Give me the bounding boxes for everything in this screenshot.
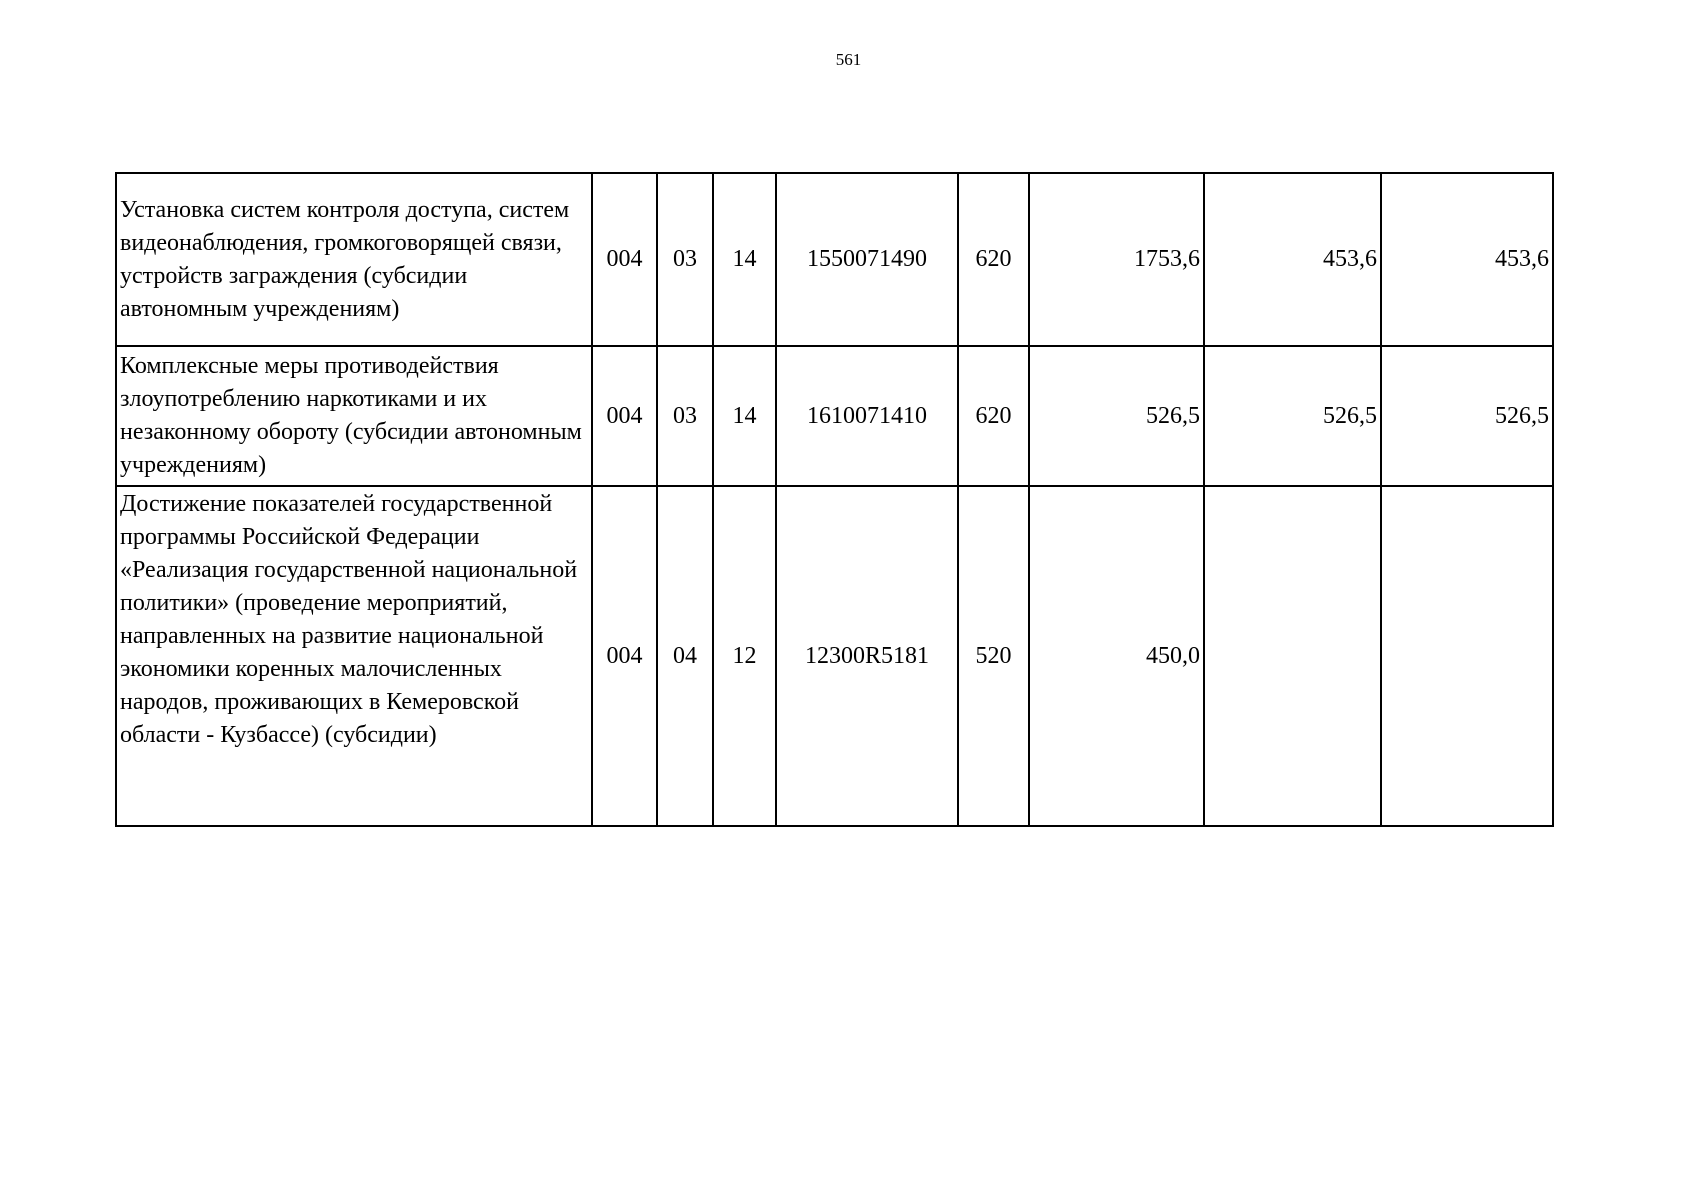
- section-code: 03: [657, 173, 713, 346]
- target-article-code: 1610071410: [776, 346, 958, 486]
- table-row: [116, 173, 1553, 346]
- amount-2: [1204, 486, 1381, 826]
- table-row: [116, 346, 1553, 486]
- expense-type-code: 620: [958, 346, 1029, 486]
- amount-2: 526,5: [1204, 346, 1381, 486]
- target-article-code: 1550071490: [776, 173, 958, 346]
- amount-1: 450,0: [1029, 486, 1204, 826]
- target-article-code: 12300R5181: [776, 486, 958, 826]
- section-code: 03: [657, 346, 713, 486]
- budget-table: [115, 172, 1554, 827]
- table-row: [116, 486, 1553, 826]
- amount-1: 1753,6: [1029, 173, 1204, 346]
- expense-type-code: 620: [958, 173, 1029, 346]
- amount-3: 453,6: [1381, 173, 1553, 346]
- row-description: Комплексные меры противодействия злоупотреблению наркотиками и их незаконному обороту (субсидии автономным учреждениям): [116, 346, 592, 486]
- subsection-code: 14: [713, 346, 776, 486]
- subsection-code: 12: [713, 486, 776, 826]
- amount-3: [1381, 486, 1553, 826]
- ministry-code: 004: [592, 486, 657, 826]
- row-description: Установка систем контроля доступа, систем видеонаблюдения, громкоговорящей связи, устройств заграждения (субсидии автономным учреждениям): [116, 173, 592, 346]
- page-number: 561: [835, 50, 862, 69]
- amount-2: 453,6: [1204, 173, 1381, 346]
- amount-1: 526,5: [1029, 346, 1204, 486]
- amount-3: 526,5: [1381, 346, 1553, 486]
- ministry-code: 004: [592, 173, 657, 346]
- expense-type-code: 520: [958, 486, 1029, 826]
- ministry-code: 004: [592, 346, 657, 486]
- subsection-code: 14: [713, 173, 776, 346]
- section-code: 04: [657, 486, 713, 826]
- row-description: Достижение показателей государственной программы Российской Федерации «Реализация государственной национальной политики» (проведение мероприятий, направленных на развитие национальной экономики коренных малочисленных народов, проживающих в Кемеровской области - Кузбассе) (субсидии): [116, 486, 592, 826]
